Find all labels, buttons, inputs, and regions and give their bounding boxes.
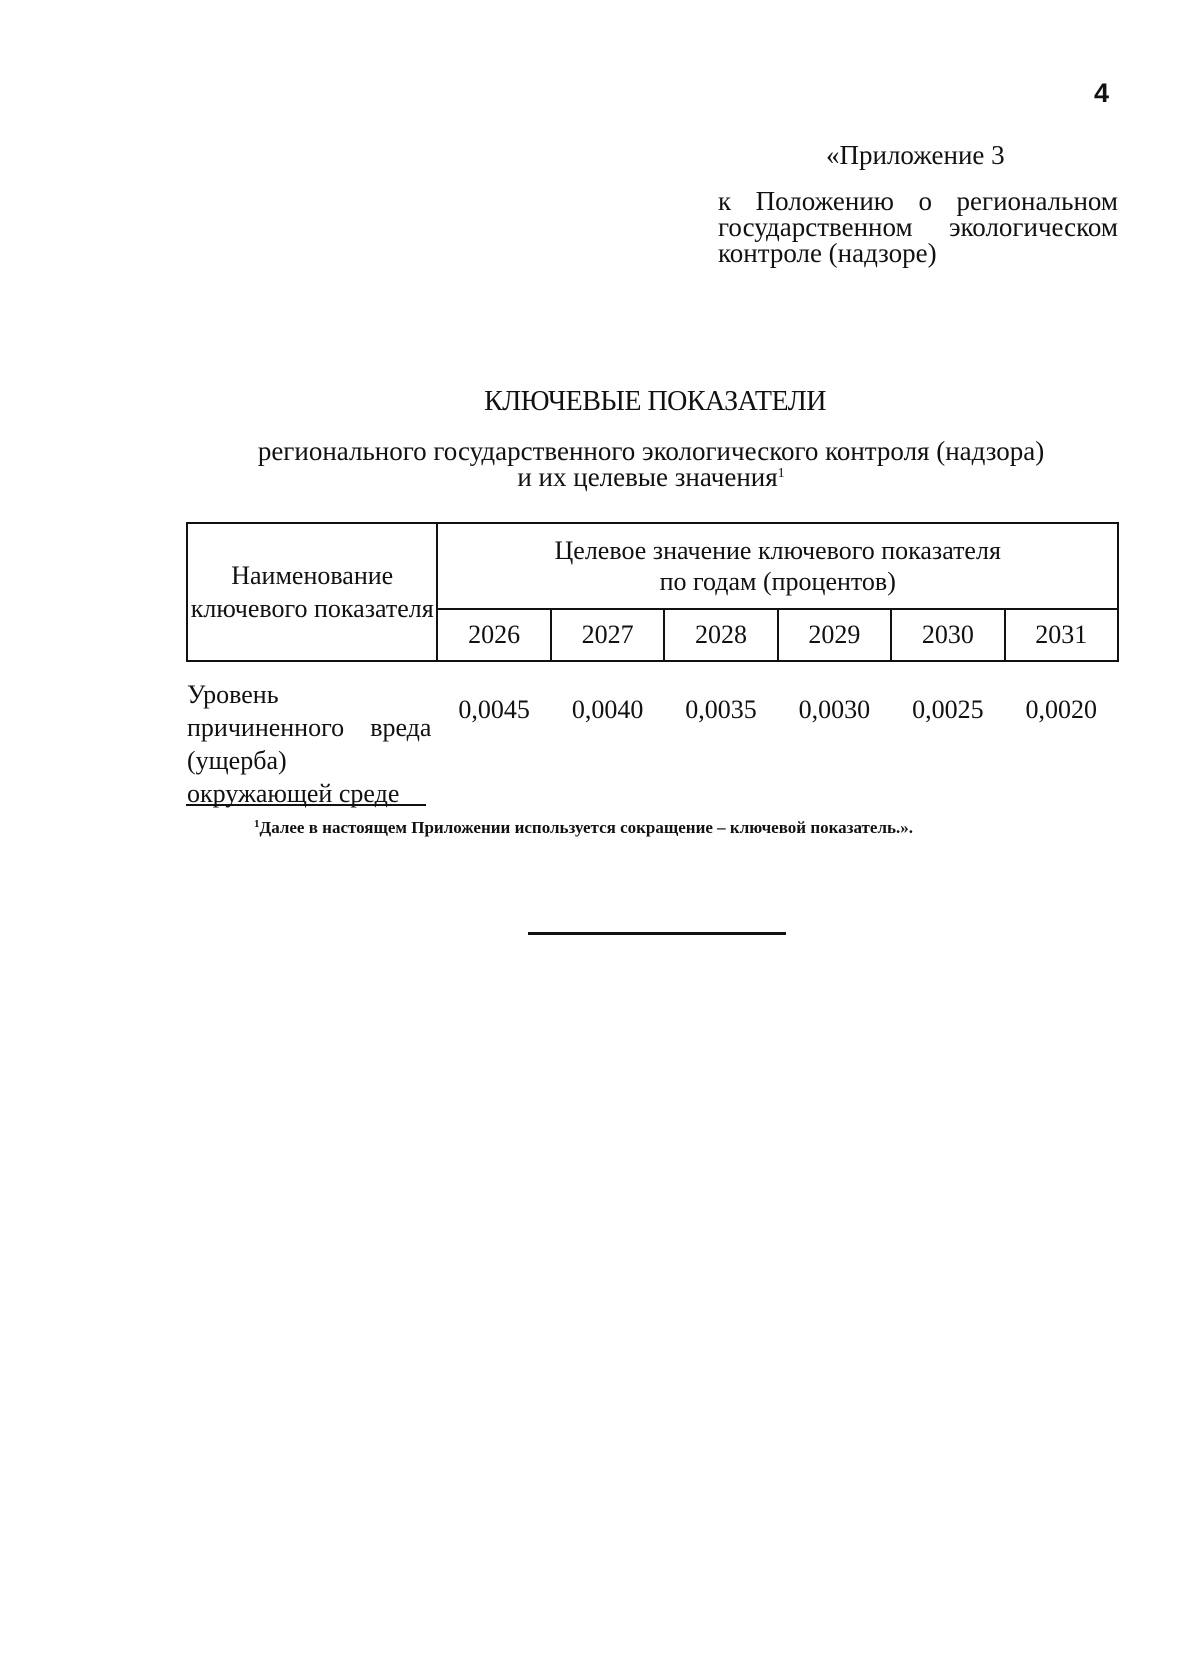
page-number: 4 xyxy=(1094,78,1110,108)
footnote-text: Далее в настоящем Приложении используется сокращение – ключевой показатель.». xyxy=(259,818,913,837)
footnote-separator xyxy=(186,804,426,806)
footnote-mark: 1 xyxy=(254,818,260,830)
indicator-value: 0,0020 xyxy=(1025,695,1098,724)
header-indicator-name: Наименование ключевого показателя xyxy=(187,523,437,661)
year-header: 2027 xyxy=(551,609,664,661)
subtitle-line-2-text: и их целевые значения xyxy=(517,462,778,492)
appendix-reference: к Положению о региональном государственном экологическом контроле (надзоре) xyxy=(718,186,1118,268)
subtitle-footnote-mark: 1 xyxy=(777,466,785,481)
indicator-value: 0,0025 xyxy=(912,695,984,724)
table-header-row xyxy=(187,523,1118,609)
subtitle-line-1: регионального государственного экологического контроля (надзора) xyxy=(257,436,1045,466)
key-indicators-table xyxy=(186,522,1119,810)
indicator-value: 0,0045 xyxy=(458,695,530,724)
indicator-value: 0,0040 xyxy=(571,695,644,724)
document-title: КЛЮЧЕВЫЕ ПОКАЗАТЕЛИ xyxy=(484,386,826,417)
document-end-rule xyxy=(528,932,786,935)
indicator-value: 0,0035 xyxy=(685,695,757,724)
year-header: 2028 xyxy=(664,609,777,661)
header-target-value-text: Целевое значение ключевого показателя по годам (процентов) xyxy=(554,536,1001,596)
year-header: 2029 xyxy=(778,609,891,661)
indicator-name: Уровень причиненного вреда (ущерба) окружающей среде xyxy=(187,680,432,808)
header-target-value xyxy=(437,523,1118,609)
document-subtitle xyxy=(0,438,1200,490)
table-row xyxy=(187,661,1118,810)
appendix-title: «Приложение 3 xyxy=(826,140,1005,170)
footnote xyxy=(254,818,913,838)
year-header: 2031 xyxy=(1005,609,1118,661)
subtitle-line-2 xyxy=(0,464,1200,490)
year-header: 2026 xyxy=(437,609,550,661)
year-header: 2030 xyxy=(891,609,1004,661)
indicator-value: 0,0030 xyxy=(798,695,871,724)
